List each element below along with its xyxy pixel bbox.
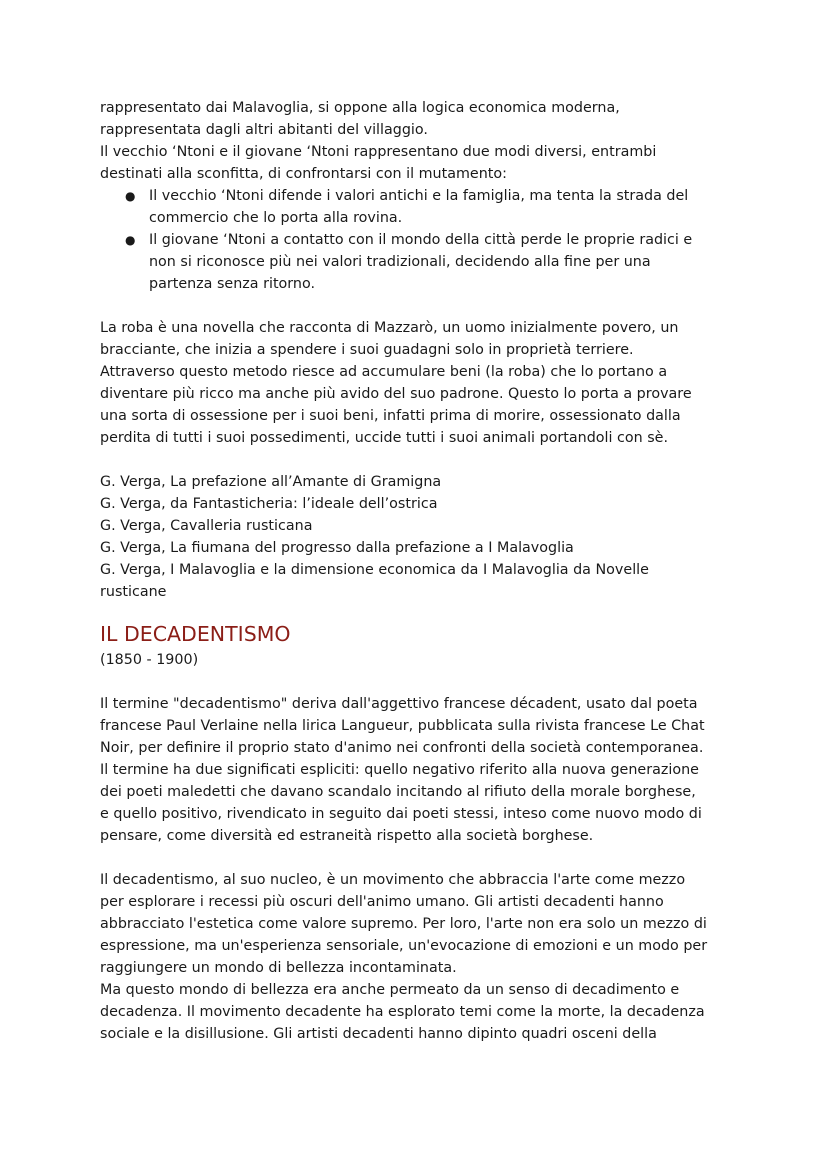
text-line: Il giovane ‘Ntoni a contatto con il mondo della città perde le proprie radici e xyxy=(149,232,693,248)
text-line: Il termine "decadentismo" deriva dall'aggettivo francese décadent, usato dal poeta xyxy=(100,696,698,712)
text-line: destinati alla sconfitta, di confrontarsi con il mutamento: xyxy=(100,166,507,182)
text-line: raggiungere un mondo di bellezza incontaminata. xyxy=(100,960,457,976)
text-line: non si riconosce più nei valori tradizionali, decidendo alla fine per una xyxy=(149,254,651,270)
text-line: rappresentato dai Malavoglia, si oppone alla logica economica moderna, xyxy=(100,100,620,116)
paragraph-spacer xyxy=(100,295,740,317)
top-paragraph xyxy=(100,97,740,185)
reference-item: G. Verga, La prefazione all’Amante di Gramigna xyxy=(100,474,442,490)
bullet-item-vecchio-ntoni xyxy=(125,185,740,229)
text-line: Il decadentismo, al suo nucleo, è un movimento che abbraccia l'arte come mezzo xyxy=(100,872,686,888)
paragraph-spacer xyxy=(100,449,740,471)
text-line: Attraverso questo metodo riesce ad accumulare beni (la roba) che lo portano a xyxy=(100,364,668,380)
text-line: pensare, come diversità ed estraneità rispetto alla società borghese. xyxy=(100,828,594,844)
section-dates: (1850 - 1900) xyxy=(100,652,199,668)
text-line: Il vecchio ‘Ntoni e il giovane ‘Ntoni rappresentano due modi diversi, entrambi xyxy=(100,144,657,160)
text-line: Il termine ha due significati espliciti: quello negativo riferito alla nuova generazione xyxy=(100,762,699,778)
term-origin-paragraph xyxy=(100,693,740,847)
text-line: decadenza. Il movimento decadente ha esplorato temi come la morte, la decadenza xyxy=(100,1004,705,1020)
text-line: bracciante, che inizia a spendere i suoi guadagni solo in proprietà terriere. xyxy=(100,342,634,358)
paragraph-spacer xyxy=(100,671,740,693)
text-line: per esplorare i recessi più oscuri dell'animo umano. Gli artisti decadenti hanno xyxy=(100,894,664,910)
text-line: francese Paul Verlaine nella lirica Langueur, pubblicata sulla rivista francese Le Chat xyxy=(100,718,705,734)
text-line: abbracciato l'estetica come valore supremo. Per loro, l'arte non era solo un mezzo di xyxy=(100,916,707,932)
text-line: e quello positivo, rivendicato in seguito dai poeti stessi, inteso come nuovo modo di xyxy=(100,806,702,822)
text-line: commercio che lo porta alla rovina. xyxy=(149,210,403,226)
text-line: Ma questo mondo di bellezza era anche permeato da un senso di decadimento e xyxy=(100,982,680,998)
text-line: Il vecchio ‘Ntoni difende i valori antichi e la famiglia, ma tenta la strada del xyxy=(149,188,689,204)
la-roba-paragraph xyxy=(100,317,740,449)
text-line: una sorta di ossessione per i suoi beni, infatti prima di morire, ossessionato dalla xyxy=(100,408,681,424)
text-line: dei poeti maledetti che davano scandalo incitando al rifiuto della morale borghese, xyxy=(100,784,696,800)
reference-item: G. Verga, La fiumana del progresso dalla prefazione a I Malavoglia xyxy=(100,540,574,556)
document-page xyxy=(100,97,740,1045)
text-line: diventare più ricco ma anche più avido del suo padrone. Questo lo porta a provare xyxy=(100,386,692,402)
reference-item: rusticane xyxy=(100,584,167,600)
reference-item: G. Verga, Cavalleria rusticana xyxy=(100,518,313,534)
text-line: sociale e la disillusione. Gli artisti decadenti hanno dipinto quadri osceni della xyxy=(100,1026,657,1042)
text-line: Noir, per definire il proprio stato d'animo nei confronti della società contemporanea. xyxy=(100,740,704,756)
nucleus-paragraph xyxy=(100,869,740,1045)
ntoni-bullet-list xyxy=(100,185,740,295)
paragraph-spacer xyxy=(100,847,740,869)
verga-references-list xyxy=(100,471,740,603)
section-heading-decadentismo: IL DECADENTISMO xyxy=(100,622,291,646)
text-line: rappresentata dagli altri abitanti del villaggio. xyxy=(100,122,428,138)
bullet-icon: ● xyxy=(125,189,136,203)
text-line: espressione, ma un'esperienza sensoriale, un'evocazione di emozioni e un modo per xyxy=(100,938,708,954)
text-line: partenza senza ritorno. xyxy=(149,276,316,292)
bullet-icon: ● xyxy=(125,233,136,247)
reference-item: G. Verga, I Malavoglia e la dimensione economica da I Malavoglia da Novelle xyxy=(100,562,649,578)
bullet-item-giovane-ntoni xyxy=(125,229,740,295)
text-line: perdita di tutti i suoi possedimenti, uccide tutti i suoi animali portandoli con sè. xyxy=(100,430,669,446)
reference-item: G. Verga, da Fantasticheria: l’ideale dell’ostrica xyxy=(100,496,438,512)
text-line: La roba è una novella che racconta di Mazzarò, un uomo inizialmente povero, un xyxy=(100,320,679,336)
